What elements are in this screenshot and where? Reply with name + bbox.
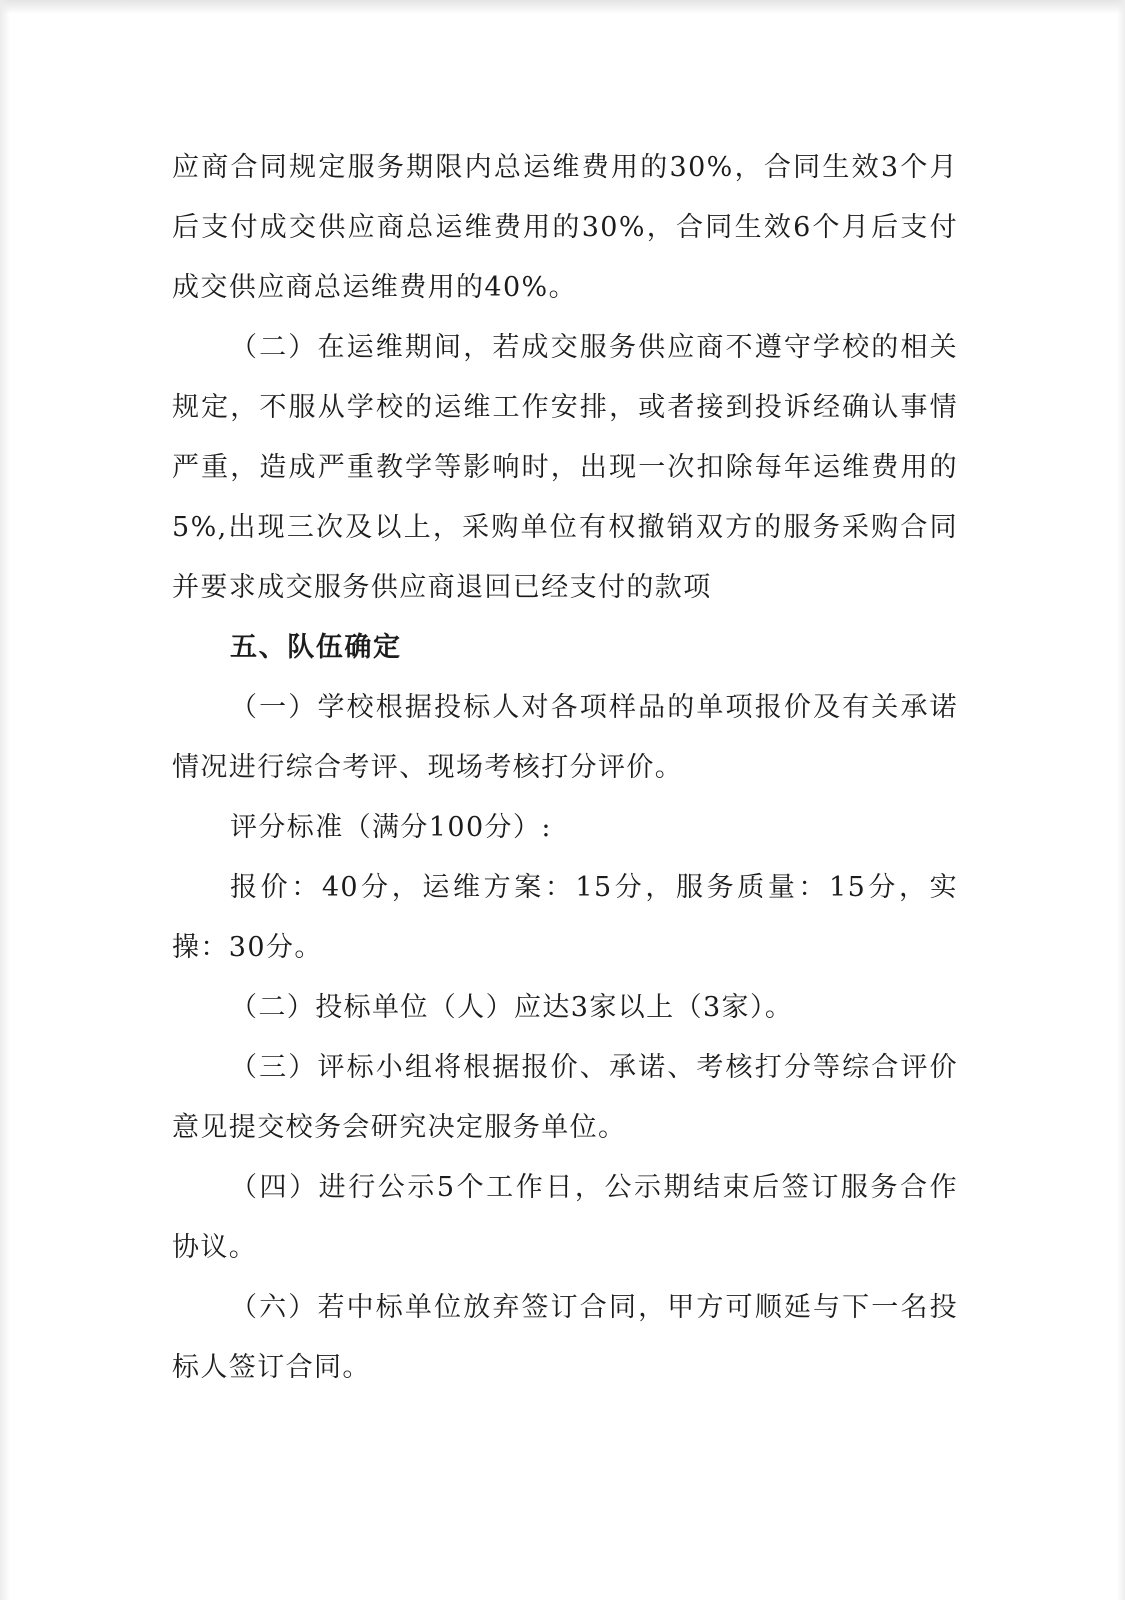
scan-shadow-left — [0, 0, 10, 1600]
paragraph-public-notice: （四）进行公示5个工作日，公示期结束后签订服务合作协议。 — [172, 1172, 958, 1263]
document-page — [172, 138, 958, 1398]
paragraph-backup-bidder: （六）若中标单位放弃签订合同，甲方可顺延与下一名投标人签订合同。 — [172, 1292, 958, 1383]
section-heading-team-selection: 五、队伍确定 — [230, 632, 402, 663]
paragraph-bidder-count: （二）投标单位（人）应达3家以上（3家）。 — [230, 992, 794, 1023]
paragraph-evaluation-method: （一）学校根据投标人对各项样品的单项报价及有关承诺情况进行综合考评、现场考核打分评价。 — [172, 692, 958, 783]
paragraph-payment-terms: 应商合同规定服务期限内总运维费用的30%，合同生效3个月后支付成交供应商总运维费用的30%，合同生效6个月后支付成交供应商总运维费用的40%。 — [172, 152, 958, 303]
paragraph-score-breakdown: 报价：40分，运维方案：15分，服务质量：15分，实操：30分。 — [172, 872, 958, 963]
paragraph-penalty-terms: （二）在运维期间，若成交服务供应商不遵守学校的相关规定，不服从学校的运维工作安排，或者接到投诉经确认事情严重，造成严重教学等影响时，出现一次扣除每年运维费用的5%,出现三次及以上，采购单位有权撤销双方的服务采购合同并要求成交服务供应商退回已经支付的款项 — [172, 332, 958, 603]
scan-shadow-right — [1117, 0, 1125, 1600]
paragraph-scoring-standard: 评分标准（满分100分）: — [230, 812, 552, 843]
paragraph-committee-decision: （三）评标小组将根据报价、承诺、考核打分等综合评价意见提交校务会研究决定服务单位。 — [172, 1052, 958, 1143]
scan-shadow-top — [0, 0, 1125, 14]
